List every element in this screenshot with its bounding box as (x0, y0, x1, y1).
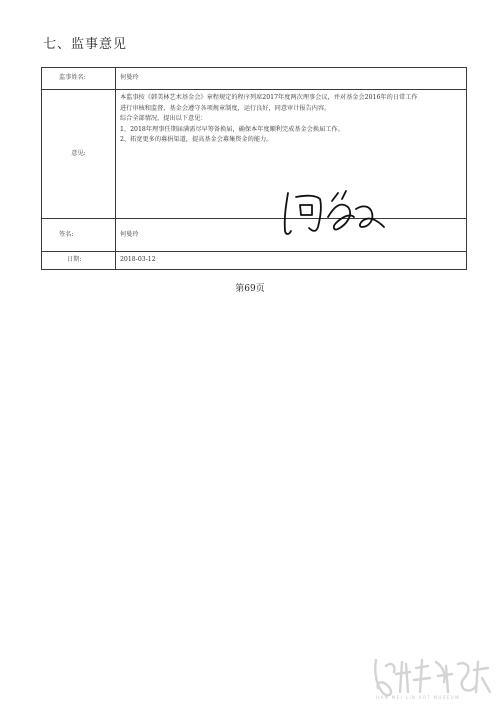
date-row (42, 252, 467, 270)
opinion-line-1: 本监事按《韩美林艺术基金会》章程规定的程序列席2017年度两次理事会议，并对基金会2016年的日常工作 (120, 94, 418, 101)
supervisor-opinion-table (41, 67, 467, 270)
museum-watermark-text: HAN MEI LIN ART MUSEUM (376, 695, 460, 700)
opinion-line-2: 进行审核和监督，基金会遵守各项规章制度，运行良好，同意审计报告内容。 (120, 104, 331, 112)
sign-cell (116, 219, 467, 252)
opinion-label: 意见: (42, 90, 116, 219)
handwritten-signature (276, 187, 391, 239)
name-value: 何曼玲 (116, 68, 467, 90)
opinion-line-4: 1、2018年理事任期届满需尽早筹备换届，确保本年度顺利完成基金会换届工作。 (120, 125, 344, 133)
name-row (42, 68, 467, 90)
date-label: 日期: (42, 252, 116, 270)
opinion-line-3: 综合全部情况，提出以下意见： (120, 115, 207, 122)
sign-label: 签名: (42, 219, 116, 252)
opinion-line-5: 2、拓宽更多的募捐渠道，提高基金会募集资金的能力。 (120, 136, 273, 143)
section-title: 七、监事意见 (43, 37, 128, 52)
opinion-row (42, 90, 467, 219)
date-value: 2018-03-12 (116, 252, 467, 270)
sign-row (42, 219, 467, 252)
name-label: 监事姓名: (42, 68, 116, 90)
page-number: 第69页 (235, 284, 265, 294)
sign-value: 何曼玲 (120, 230, 139, 238)
